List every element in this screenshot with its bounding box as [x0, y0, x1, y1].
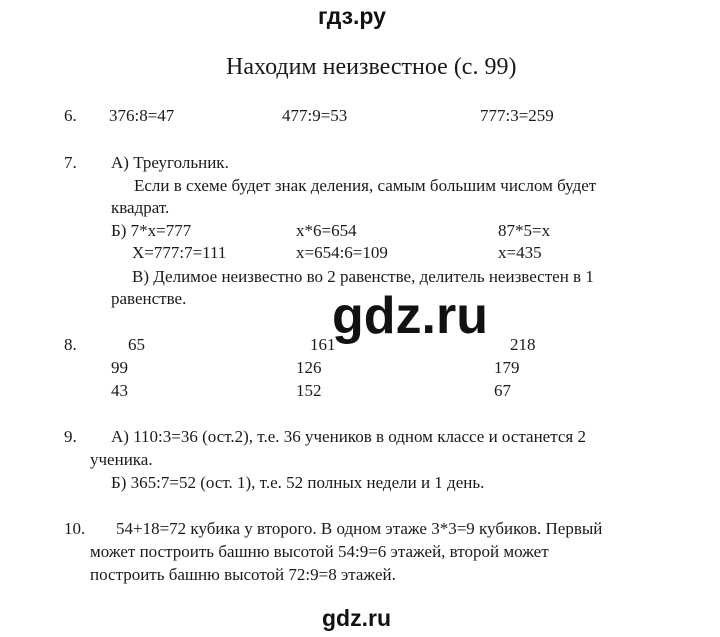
task6-item: 777:3=259 [480, 106, 554, 125]
task10-text-line: 54+18=72 кубика у второго. В одном этаже 3*3=9 кубиков. Первый [116, 519, 603, 538]
task10-text-line: построить башню высотой 72:9=8 этажей. [90, 565, 396, 584]
task7-text-line: В) Делимое неизвестно во 2 равенстве, делитель неизвестен в 1 [132, 267, 594, 286]
page-title: Находим неизвестное (с. 99) [226, 54, 517, 80]
task9-answer-b: Б) 365:7=52 (ост. 1), т.е. 52 полных недели и 1 день. [111, 473, 485, 492]
task7-equation: 87*5=х [498, 221, 551, 240]
task-number-7: 7. [64, 153, 77, 172]
site-logo-top: гдз.ру [318, 3, 386, 29]
task7-solution: х=435 [498, 243, 542, 262]
task8-cell: 218 [510, 335, 536, 354]
task8-cell: 152 [296, 381, 322, 400]
task-number-9: 9. [64, 427, 77, 446]
task7-solution: х=654:6=109 [296, 243, 388, 262]
task6-item: 376:8=47 [109, 106, 175, 125]
task-number-6: 6. [64, 106, 77, 125]
task6-item: 477:9=53 [282, 106, 348, 125]
task-number-10: 10. [64, 519, 86, 538]
task9-text-line: ученика. [90, 450, 153, 469]
site-logo-bottom: gdz.ru [322, 605, 391, 631]
task9-text-line: А) 110:3=36 (ост.2), т.е. 36 учеников в одном классе и останется 2 [111, 427, 586, 446]
task7-text-line: равенстве. [111, 289, 187, 308]
task7-equation: х*6=654 [296, 221, 357, 240]
task7-text-line: квадрат. [111, 198, 170, 217]
task-number-8: 8. [64, 335, 77, 354]
task7-text-line: Если в схеме будет знак деления, самым большим числом будет [134, 176, 597, 195]
task7-equation: Б) 7*х=777 [111, 221, 192, 240]
task8-cell: 65 [128, 335, 145, 354]
watermark: gdz.ru [332, 287, 488, 345]
task8-cell: 99 [111, 358, 128, 377]
task8-cell: 43 [111, 381, 128, 400]
task10-text-line: может построить башню высотой 54:9=6 этажей, второй может [90, 542, 549, 561]
task8-cell: 126 [296, 358, 322, 377]
task8-cell: 161 [310, 335, 336, 354]
task7-solution: Х=777:7=111 [132, 243, 227, 262]
task8-cell: 179 [494, 358, 520, 377]
task8-cell: 67 [494, 381, 511, 400]
task7-answer-a: А) Треугольник. [111, 153, 229, 172]
